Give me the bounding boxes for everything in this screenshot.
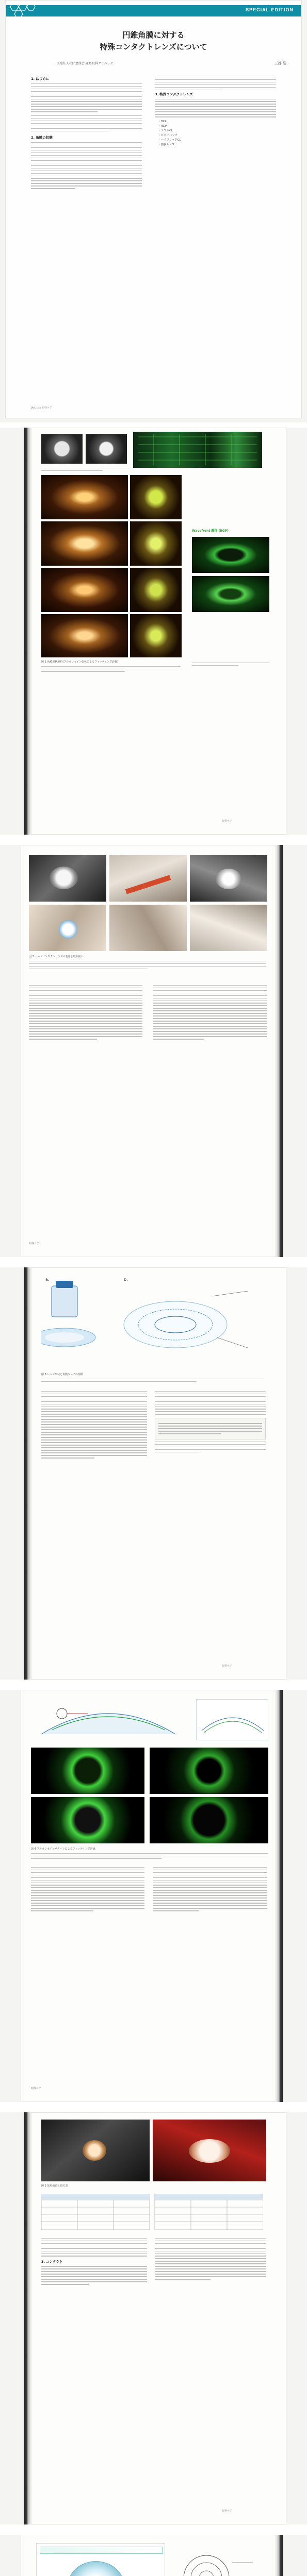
left-column [31,1865,144,1913]
eye-photo-a [41,434,83,464]
page-footer: 眼科ケア [29,1242,40,1245]
left-column [29,983,142,1041]
photo-wearing-practice-1 [41,2120,150,2181]
green-label [192,528,264,533]
green-label-text: Wavefront 錐体 (RGP) [192,529,229,533]
paragraph-lines [31,83,142,112]
section-heading: 3. コンタクト [41,2259,63,2264]
fluorescein-pattern-1 [31,1748,144,1794]
page-footer: 眼科ケア [31,2087,42,2090]
page-1 [0,0,307,422]
photo-lens-handling-4 [29,905,106,951]
figure-caption-text: 図 3 レンズ形状と角膜カーブの関係 [41,1373,83,1376]
paragraph-lines [31,142,142,189]
eye-photo-orange-2 [130,475,182,519]
topography-map [133,432,262,468]
right-column [153,1865,267,1913]
eye-photo-orange-8 [130,614,182,657]
page-1-sheet [5,0,302,418]
page-2 [0,428,307,835]
eye-photo-orange-6 [130,568,182,612]
paragraph-lines [155,99,276,117]
lens-diagram [41,1276,263,1368]
list-item: ・RGP [158,124,167,128]
right-column [155,75,276,147]
list-item: ・ソフトCL [158,129,173,132]
figure-caption-text: 図 4 フルオレセインパターンによるフィッティング評価 [31,1848,95,1851]
list-item: ・HCL [158,120,167,123]
author-affiliation: 医療法人社団恵緑会 鹿島眼科クリニック [57,62,114,65]
title-line-2: 特殊コンタクトレンズについて [100,42,207,52]
author-name: 三好 聡 [274,61,286,65]
right-column [153,983,267,1041]
eye-photo-orange-4 [130,521,182,566]
svg-text:a.: a. [45,1277,50,1282]
eye-photo-orange-7 [41,614,128,657]
lens-type-list [158,120,276,147]
hexagon-decoration-icon [7,1,49,22]
section-heading: 2. 角膜の状態 [31,135,53,140]
list-item: ・強膜レンズ [158,143,175,146]
fluorescein-pattern-3 [31,1797,144,1843]
figure-caption [41,466,129,473]
paragraph-lines [155,77,276,90]
left-column [41,1389,147,1460]
eye-photo-orange-1 [41,475,128,519]
lens-design-diagram [175,2547,263,2576]
figure-caption-text: 図 1 角膜形状解析(フルオレセイン染色によるフィッティング評価) [41,660,119,664]
fluorescein-eye-1 [192,537,269,573]
photo-wearing-practice-2 [153,2120,266,2181]
series-tag: SPECIAL EDITION [246,7,294,12]
eye-photo-orange-5 [41,568,128,612]
paragraph-lines [31,115,142,131]
page-footer: Vol. ○○ 眼科ケア [31,406,52,410]
photo-lens-handling-6 [190,905,267,951]
right-column [155,1389,266,1454]
figure-caption [41,2184,263,2188]
svg-text:b.: b. [124,1277,128,1282]
photo-lens-handling-5 [109,905,187,951]
photo-lens-handling-3 [190,855,267,902]
section-heading: 1. はじめに [31,77,50,81]
page-7 [0,2535,307,2576]
list-item: ・ピギーバック [158,133,178,137]
fitting-diagram [31,1698,186,1744]
figure-note [192,660,269,668]
note-box [155,1418,266,1440]
title-line-1: 円錐角膜に対する [122,31,185,40]
figure-caption [41,1373,263,1384]
article-title [29,30,278,53]
page-footer: 眼科ケア [222,820,233,823]
page-footer: 眼科ケア [222,1665,233,1668]
lens-design-photo [36,2543,165,2576]
left-column [31,75,142,191]
figure-caption-text: 図 2 ハードコンタクトレンズの装用と取り扱い [29,955,84,958]
fluorescein-pattern-2 [150,1748,268,1794]
list-item: ・ハイブリッドCL [158,138,181,142]
photo-lens-handling-2 [109,855,187,902]
figure-caption [41,660,181,674]
figure-caption [29,955,266,971]
photo-lens-handling-1 [29,855,106,902]
figure-caption-text: 図 5 装用練習と処方表 [41,2184,68,2188]
section-heading: 3. 特殊コンタクトレンズ [155,92,193,96]
eye-photo-b [86,434,127,464]
page-5 [0,1690,307,2102]
right-column [155,2236,266,2281]
left-column [41,2236,147,2286]
fitting-diagram-detail [196,1699,268,1740]
page-6 [0,2112,307,2524]
page-3 [0,845,307,1257]
fluorescein-eye-2 [192,576,269,612]
figure-caption [31,1848,268,1861]
series-header-band [6,5,301,16]
page-footer: 眼科ケア [222,2510,233,2513]
prescription-table [41,2194,263,2230]
eye-photo-orange-3 [41,521,128,566]
fluorescein-pattern-4 [150,1797,268,1843]
page-4 [0,1267,307,1680]
